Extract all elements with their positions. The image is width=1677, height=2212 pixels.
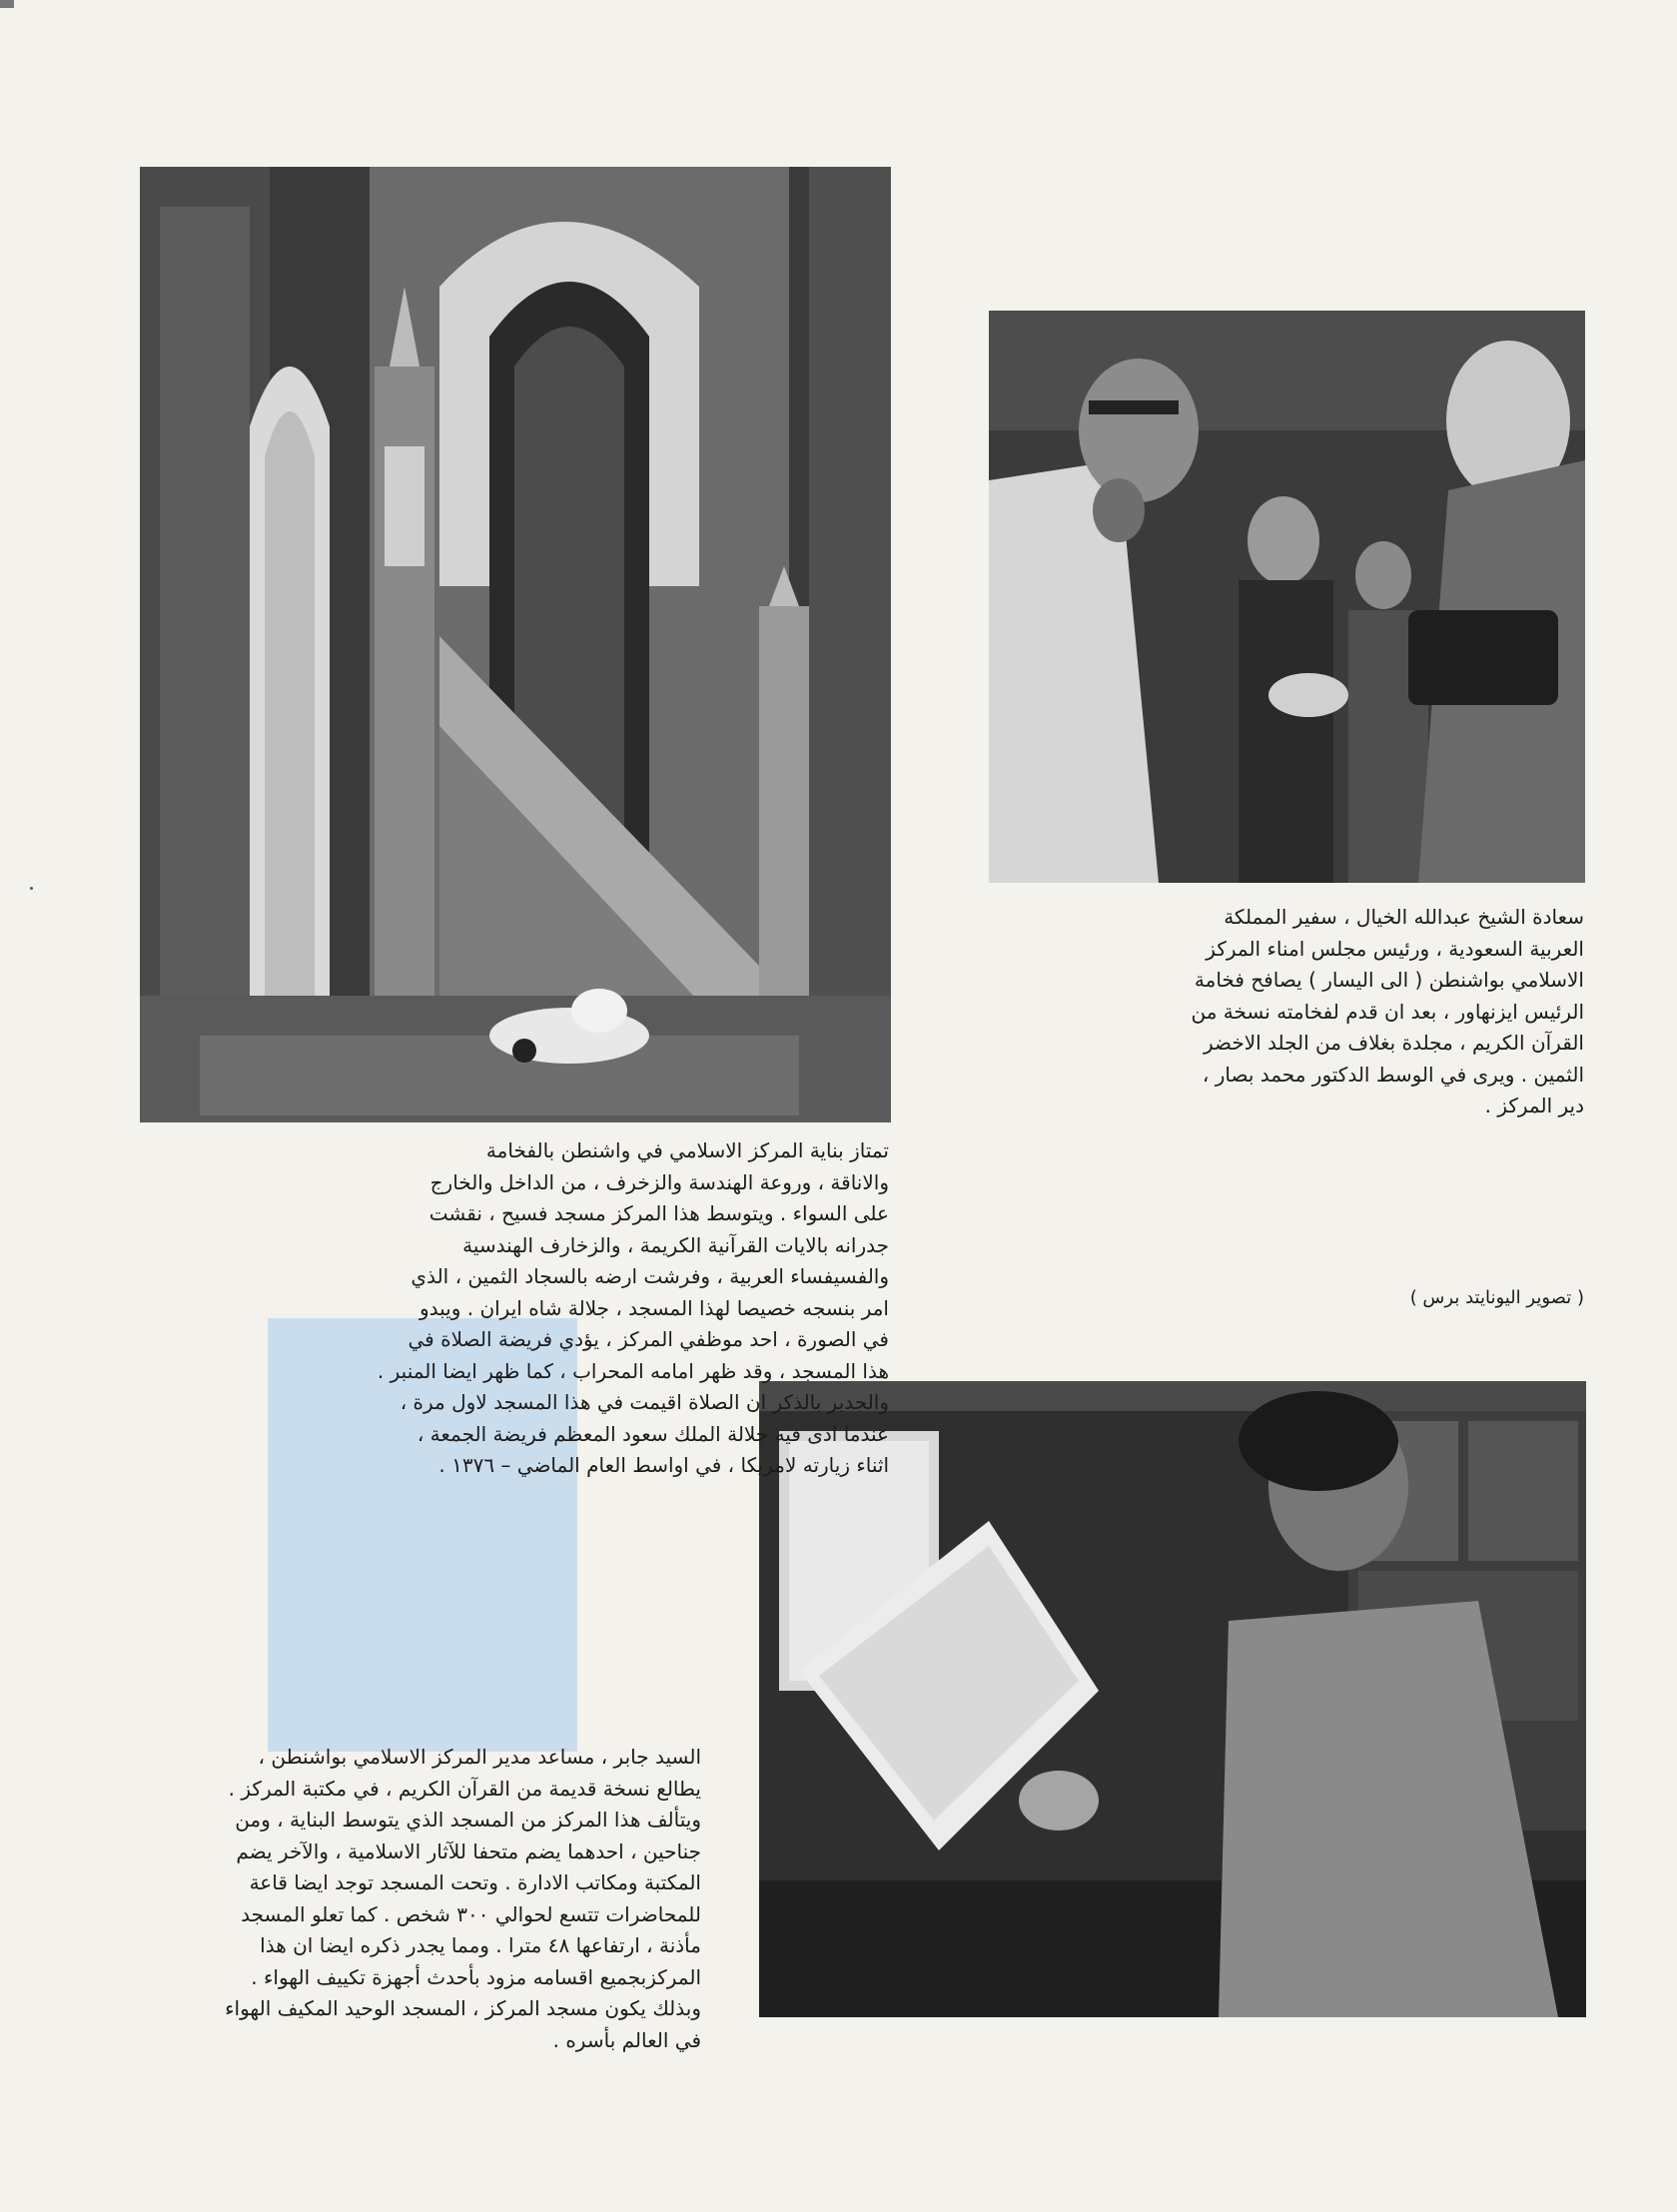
caption-line: في الصورة ، احد موظفي المركز ، يؤدي فريضة الصلاة في	[408, 1327, 889, 1351]
caption-line: السيد جابر ، مساعد مدير المركز الاسلامي بواشنطن ،	[258, 1745, 701, 1769]
caption-line: القرآن الكريم ، مجلدة بغلاف من الجلد الاخضر	[1203, 1031, 1584, 1055]
caption-line: مأذنة ، ارتفاعها ٤٨ مترا . ومما يجدر ذكره ايضا ان هذا	[260, 1933, 701, 1957]
quran-presentation-caption	[1079, 902, 1584, 1122]
caption-line: ويتألف هذا المركز من المسجد الذي يتوسط البناية ، ومن	[235, 1808, 701, 1832]
caption-line: والاناقة ، وروعة الهندسة والزخرف ، من الداخل والخارج	[429, 1169, 889, 1194]
mosque-interior-photo	[140, 167, 891, 1122]
caption-line: الرئيس ايزنهاور ، بعد ان قدم لفخامته نسخة من	[1191, 999, 1584, 1024]
caption-line: وبذلك يكون مسجد المركز ، المسجد الوحيد المكيف الهواء	[225, 1996, 701, 2020]
caption-line: دير المركز .	[1484, 1094, 1584, 1117]
quran-presentation-illustration	[989, 311, 1585, 883]
stray-dot	[30, 887, 33, 890]
caption-line: الاسلامي بواشنطن ( الى اليسار ) يصافح فخامة	[1194, 968, 1584, 992]
quran-presentation-photo	[989, 311, 1585, 883]
photo-credit	[1298, 1282, 1584, 1314]
mosque-interior-illustration	[140, 167, 891, 1122]
caption-line: هذا المسجد ، وقد ظهر امامه المحراب ، كما ظهر ايضا المنبر .	[377, 1358, 889, 1383]
caption-line: جناحين ، احدهما يضم متحفا للآثار الاسلامية ، والآخر يضم	[236, 1839, 701, 1863]
caption-line: عندما ادى فيه جلالة الملك سعود المعظم فريضة الجمعة ،	[417, 1421, 889, 1446]
corner-mark	[0, 0, 14, 8]
caption-line: اثناء زيارته لامريكا ، في اواسط العام الماضي – ١٣٧٦ .	[438, 1453, 889, 1477]
caption-line: والجدير بالذكر ان الصلاة اقيمت في هذا المسجد لاول مرة ،	[400, 1390, 889, 1414]
caption-line: والفسيفساء العربية ، وفرشت ارضه بالسجاد الثمين ، الذي	[411, 1264, 889, 1288]
mosque-interior-caption	[142, 1135, 889, 1482]
caption-line: في العالم بأسره .	[552, 2027, 701, 2052]
caption-line: على السواء . ويتوسط هذا المركز مسجد فسيح ، نقشت	[428, 1201, 889, 1225]
caption-line: جدرانه بالايات القرآنية الكريمة ، والزخارف الهندسية	[462, 1232, 889, 1257]
library-caption	[142, 1742, 701, 2056]
caption-line: يطالع نسخة قديمة من القرآن الكريم ، في مكتبة المركز .	[228, 1776, 701, 1801]
caption-line: للمحاضرات تتسع لحوالي ٣٠٠ شخص . كما تعلو المسجد	[241, 1901, 701, 1926]
caption-line: تمتاز بناية المركز الاسلامي في واشنطن بالفخامة	[485, 1138, 889, 1162]
caption-line: المكتبة ومكاتب الادارة . وتحت المسجد توجد ايضا قاعة	[249, 1870, 701, 1894]
credit-text: ( تصوير اليونايتد برس )	[1409, 1287, 1584, 1308]
caption-line: سعادة الشيخ عبدالله الخيال ، سفير المملكة	[1224, 905, 1584, 929]
caption-line: امر بنسجه خصيصا لهذا المسجد ، جلالة شاه ايران . ويبدو	[419, 1295, 889, 1320]
caption-line: المركزبجميع اقسامه مزود بأحدث أجهزة تكييف الهواء .	[251, 1964, 701, 1989]
caption-line: العربية السعودية ، ورئيس مجلس امناء المركز	[1206, 936, 1584, 961]
caption-line: الثمين . ويرى في الوسط الدكتور محمد بصار ،	[1202, 1062, 1584, 1087]
